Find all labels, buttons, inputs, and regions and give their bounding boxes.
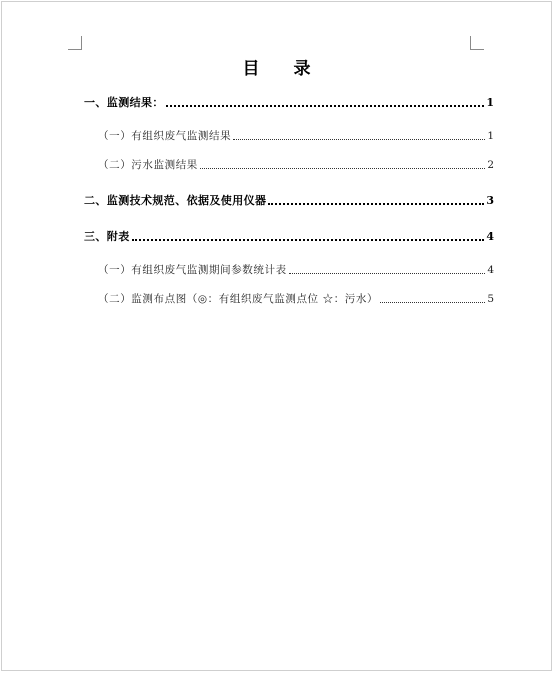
- toc-page-number: 5: [487, 293, 494, 305]
- margin-corner-mark-right: [470, 36, 484, 50]
- toc-entry-text: 三、附表: [84, 230, 130, 243]
- toc-dot-leader: [200, 167, 485, 169]
- toc-entry-text: （二）监测布点图（◎：有组织废气监测点位 ☆：污水）: [98, 293, 379, 305]
- margin-corner-mark-left: [68, 36, 82, 50]
- toc-dot-leader: [166, 104, 485, 107]
- toc-entry-text: （二）污水监测结果: [98, 159, 198, 171]
- document-page: [1, 1, 552, 671]
- toc-page-number: 1: [487, 130, 494, 142]
- toc-dot-leader: [233, 138, 485, 140]
- toc-dot-leader: [289, 272, 486, 274]
- toc-page-number: 4: [487, 264, 494, 276]
- toc-entry-parameter-statistics[interactable]: [98, 262, 494, 277]
- toc-entry-organized-exhaust-results[interactable]: [98, 128, 494, 143]
- toc-entry-wastewater-results[interactable]: [98, 157, 494, 172]
- toc-page-number: 1: [486, 96, 494, 109]
- toc-entry-text: （一）有组织废气监测期间参数统计表: [98, 264, 287, 276]
- toc-dot-leader: [380, 301, 485, 303]
- toc-page-number: 2: [487, 159, 494, 171]
- toc-entry-text: （一）有组织废气监测结果: [98, 130, 232, 142]
- toc-dot-leader: [132, 238, 485, 241]
- toc-title: 目 录: [242, 59, 325, 79]
- toc-dot-leader: [268, 202, 484, 205]
- toc-entry-text: 一、监测结果：: [84, 96, 164, 109]
- toc-entry-appendix[interactable]: [84, 228, 494, 244]
- toc-page-number: 3: [486, 194, 494, 207]
- toc-entry-monitoring-results[interactable]: [84, 94, 494, 110]
- toc-entry-technical-specs[interactable]: [84, 192, 494, 208]
- toc-entry-text: 二、监测技术规范、依据及使用仪器: [84, 194, 267, 207]
- toc-page-number: 4: [486, 230, 494, 243]
- toc-entry-monitoring-layout-map[interactable]: [98, 291, 494, 306]
